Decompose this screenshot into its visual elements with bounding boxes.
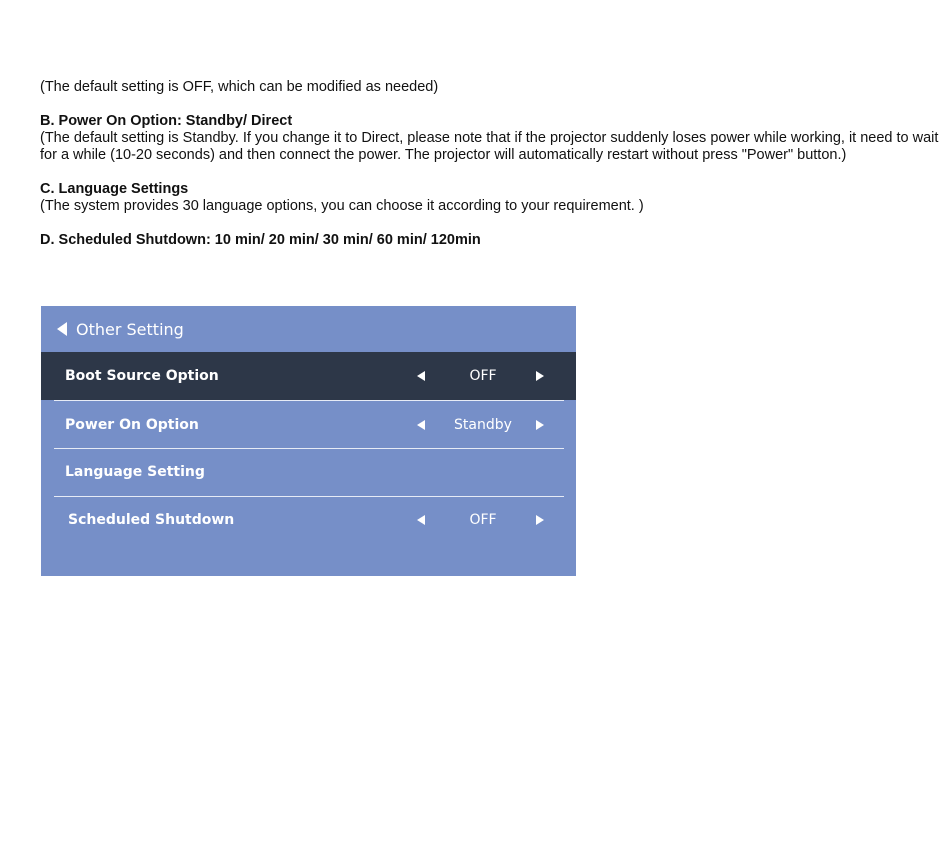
row-value: OFF bbox=[469, 368, 497, 384]
row-label: Language Setting bbox=[65, 464, 205, 480]
row-label: Scheduled Shutdown bbox=[68, 512, 235, 528]
right-arrow-icon[interactable] bbox=[536, 371, 544, 381]
menu-header[interactable] bbox=[41, 306, 576, 352]
left-arrow-icon[interactable] bbox=[417, 371, 425, 381]
menu-row-power-on-option[interactable] bbox=[41, 401, 576, 449]
section-b-body: (The default setting is Standby. If you change it to Direct, please note that if the projector suddenly loses power while working, it need to wait for a while (10-20 seconds) and then connect the power. The projector will automatically restart without press "Power" button.) bbox=[40, 130, 939, 163]
left-arrow-icon[interactable] bbox=[417, 515, 425, 525]
section-c-body: (The system provides 30 language options, you can choose it according to your requirement. ) bbox=[40, 198, 644, 214]
menu-title: Other Setting bbox=[76, 319, 184, 339]
row-label: Power On Option bbox=[65, 417, 199, 433]
intro-paragraph: (The default setting is OFF, which can be modified as needed) bbox=[40, 79, 439, 95]
section-b-heading: B. Power On Option: Standby/ Direct bbox=[40, 113, 293, 129]
left-arrow-icon[interactable] bbox=[417, 420, 425, 430]
row-value: Standby bbox=[454, 417, 512, 433]
section-c-heading: C. Language Settings bbox=[40, 181, 189, 197]
menu-row-language-setting[interactable] bbox=[41, 448, 576, 496]
menu-row-boot-source-option[interactable] bbox=[41, 352, 576, 400]
row-label: Boot Source Option bbox=[65, 368, 219, 384]
right-arrow-icon[interactable] bbox=[536, 515, 544, 525]
section-d-heading: D. Scheduled Shutdown: 10 min/ 20 min/ 30 min/ 60 min/ 120min bbox=[40, 232, 481, 248]
other-setting-menu bbox=[41, 306, 576, 576]
back-arrow-icon[interactable] bbox=[57, 322, 67, 336]
row-value: OFF bbox=[469, 512, 497, 528]
menu-row-scheduled-shutdown[interactable] bbox=[41, 496, 576, 544]
manual-text bbox=[40, 79, 945, 249]
right-arrow-icon[interactable] bbox=[536, 420, 544, 430]
